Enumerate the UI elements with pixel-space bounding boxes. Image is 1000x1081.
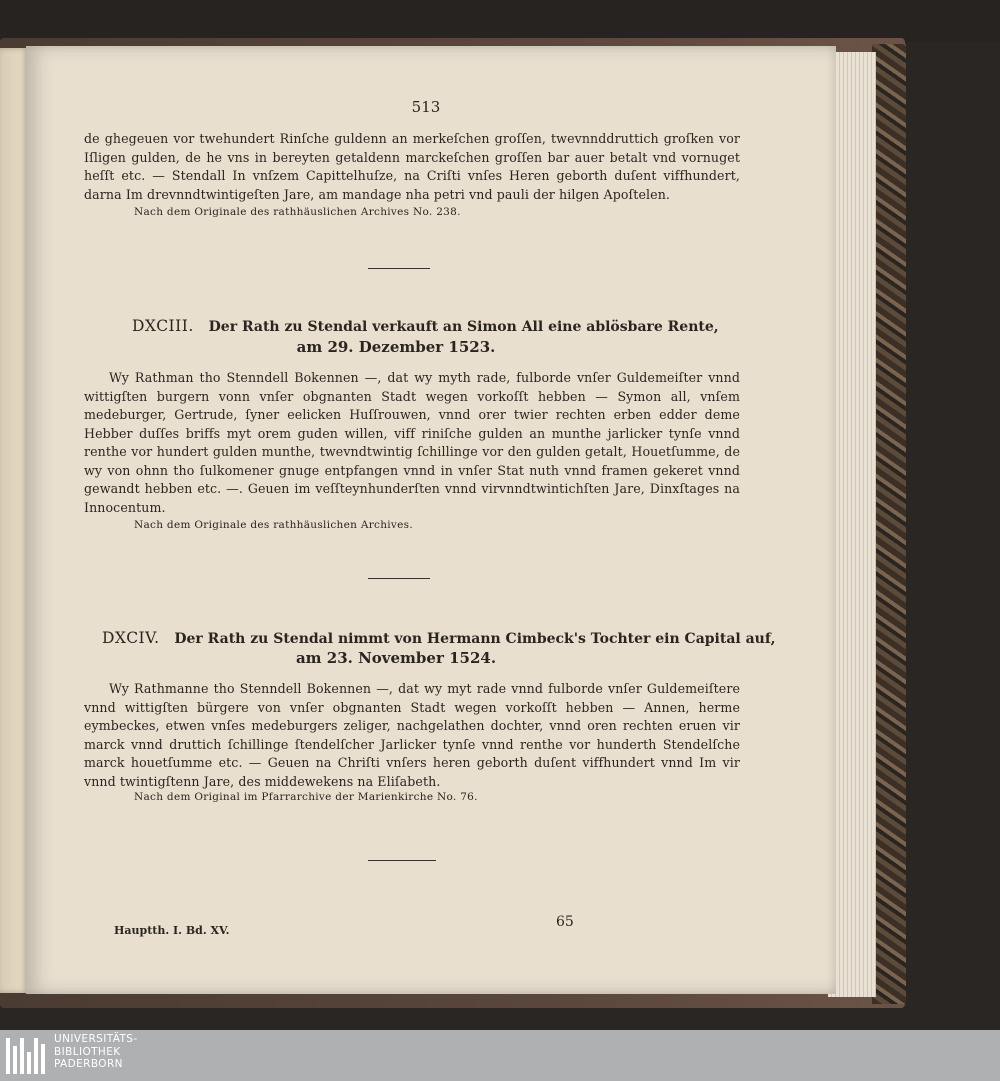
library-logo-icon <box>6 1038 50 1074</box>
doc2-date-line: am 23. November 1524. <box>295 649 497 667</box>
book-page <box>26 46 836 994</box>
opening-source-note: Nach dem Originale des rathhäuslichen Archives No. 238. <box>134 206 461 218</box>
library-name-line1: UNIVERSITÄTS- <box>54 1033 138 1045</box>
doc2-body: Wy Rathmanne tho Stenndell Bokennen —, dat wy myt rade vnnd fulborde vnſer Guldemeiſtere vnnd wittigſten bürgere von vnſer obgnanten Stadt wegen vorkoſſt hebben — Annen, herme eymbeckes, etwen vnſes medeburgers zeliger, nachgelathen dochter, vnnd oren rechten eruen vir marck vnnd druttich ſchillinge ſtendelſcher Jarlicker tynſe vnnd renthe vor hunderth Stendelſche marck houetſumme etc. — Geuen na Chriſti vnſers heren geborth duſent viffhundert vnnd Im vir vnnd twintigſtenn Jare, des middewekens na Eliſabeth. <box>84 681 740 789</box>
doc1-body: Wy Rathman tho Stenndell Bokennen —, dat wy myth rade, fulborde vnſer Guldemeiſter vnnd wittigſten burgern vonn vnſer obgnanten Stadt wegen vorkoſſt hebben — Symon all, vnſem medeburger, Gertrude, ſyner eelicken Huſſrouwen, vnnd orer twier rechten erben edder deme Hebber duſſes briffs myt orem guden willen, viff riniſche gulden an munthe jarlicker tynſe vnnd renthe vor hundert gulden munthe, twevndtwintig ſchillinge vor den gulden getalt, Houetſumme, de wy von ohnn tho ſulkomener gnuge entpfangen vnnd in vnſer Stat nuth vnnd framen gekeret vnnd gewandt hebben etc. —. Geuen im veſſteynhunderſten vnnd virvnndtwintichſten Jare, Dinxſtages na Innocentum. <box>84 370 740 515</box>
section-divider <box>368 860 436 861</box>
scan-background <box>0 0 1000 42</box>
doc1-source-note: Nach dem Originale des rathhäuslichen Archives. <box>134 519 413 531</box>
doc1-date-line: am 29. Dezember 1523. <box>296 338 496 356</box>
doc1-title: Der Rath zu Stendal verkauft an Simon All eine ablösbare Rente, <box>208 319 719 335</box>
footer-sheet-number: 65 <box>556 914 574 930</box>
opening-paragraph: de ghegeuen vor twehundert Rinſche guldenn an merkeſchen groſſen, twevnnddruttich groſken vor Iſligen gulden, de he vns in bereyten getaldenn marckeſchen groſſen bar auer betalt vnd vornuget heſſt etc. — Stendall In vnſzem Capittelhuſze, na Criſti vnſes Heren geborth duſent viffhundert, darna Im drevnndtwintigeſten Jare, am mandage nha petri vnd pauli der hilgen Apoſtelen. <box>84 131 740 202</box>
library-name-line3: PADERBORN <box>54 1058 123 1070</box>
section-divider <box>368 268 430 269</box>
section-divider <box>368 578 430 579</box>
doc2-title: Der Rath zu Stendal nimmt von Hermann Cimbeck's Tochter ein Capital auf, <box>174 631 776 647</box>
footer-signature: Hauptth. I. Bd. XV. <box>114 924 230 937</box>
page-number: 513 <box>411 98 441 116</box>
doc2-source-note: Nach dem Original im Pfarrarchive der Marienkirche No. 76. <box>134 791 478 803</box>
library-name-line2: BIBLIOTHEK <box>54 1045 121 1058</box>
doc1-heading <box>132 316 752 338</box>
doc2-heading <box>102 628 782 650</box>
library-banner <box>0 1030 1000 1081</box>
library-name <box>54 1033 138 1071</box>
marbled-endpaper <box>872 44 906 1004</box>
left-page-edge <box>0 48 28 993</box>
doc1-numeral: DXCIII. <box>132 317 194 335</box>
doc2-numeral: DXCIV. <box>102 629 160 647</box>
